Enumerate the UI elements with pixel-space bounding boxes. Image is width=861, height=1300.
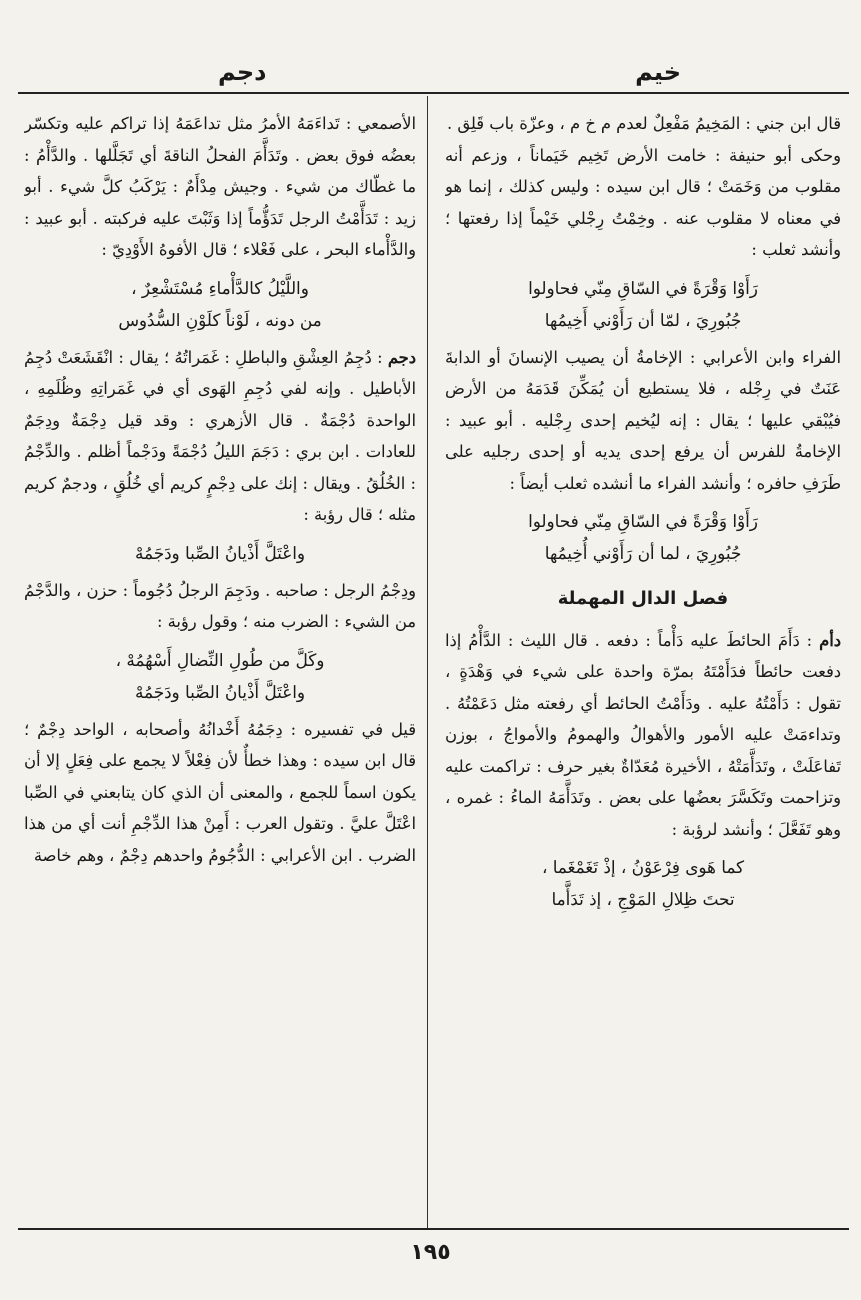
entry-headword: دأم bbox=[819, 630, 841, 650]
paragraph: ودِجْمُ الرجل : صاحبه . ودَجِمَ الرجلُ دُجُوماً : حزن ، والدَّجْمُ من الشيء : الضرب منه ؛ وقول رؤبة : bbox=[24, 580, 416, 631]
verse bbox=[24, 272, 416, 336]
entry-headword: دجم bbox=[387, 347, 416, 367]
right-column bbox=[445, 108, 841, 1223]
entry-text: : دُجِمُ العِشْقِ والباطلِ : غَمَراتُهُ ؛ يقال : انْقَشَعَتْ دُجِمُ الأباطيل . وإنه لفي دُجِمِ الهَوى أي في غَمَراتِهِ وظُلَمِهِ ، الواحدة دُجْمَةٌ . قال الأزهري : وقد قيل دِجْمَةٌ ودِجَمٌ للعادات . ابن بري : دَجَمَ الليلُ دُجْمَةً ودَجْماً أظلم . والدِّجْمُ : الخُلُقُ . ويقال : إنك على دِجْمٍ كريم أي خُلُقٍ ، ودجمٌ كريم مثله ؛ قال رؤبة : bbox=[24, 347, 416, 524]
verse-line: جُبُورِيَ ، لما أن رَأَوْني أُخِيمُها bbox=[544, 543, 742, 563]
verse-line: رَأَوْا وَقْرَةً في السّاقِ مِنّي فحاولوا bbox=[528, 511, 758, 531]
verse bbox=[24, 537, 416, 569]
verse bbox=[445, 505, 841, 569]
footer-rule bbox=[18, 1228, 849, 1230]
running-head-right: خيم bbox=[635, 58, 681, 86]
verse-line: كما هَوى فِرْعَوْنُ ، إذْ تَغَمْغَما ، bbox=[541, 857, 745, 877]
verse bbox=[24, 644, 416, 708]
left-column bbox=[24, 108, 416, 1223]
header-rule bbox=[18, 92, 849, 94]
verse-line: واعْتَلَّ أَذْيانُ الصِّبا ودَجَمُهْ bbox=[135, 681, 305, 702]
verse-line: رَأَوْا وَقْرَةً في السّاقِ مِنّي فحاولوا bbox=[528, 277, 758, 298]
entry-text: : دَأَمَ الحائطَ عليه دَأْماً : دفعه . قال الليث : الدَّأْمُ إذا دفعت حائطاً فدَأَمْتَهُ بمرّة واحدة على شيء في وَهْدَةٍ ، تقول : دَأَمْتُهُ عليه . ودَأَمْتُ الحائط أي رفعته مثل دَعَمْتُهُ . وتداءمَتْ عليه الأمور والأهوالُ والهمومُ والأمواجُ ، بوزن تَفاعَلَتْ ، وتَدَأَّمَتْهُ ، الأخيرة مُعَدّاةٌ بغير حرف : تراكمت عليه وتزاحمت وتَكَسَّرَ بعضُها على بعض . وتَدَأَّمَهُ الماءُ : غمره ، وهو تَفَعَّلَ ؛ وأنشد لرؤبة : bbox=[445, 630, 841, 839]
page-number: ١٩٥ bbox=[410, 1240, 451, 1265]
verse-line: واللَّيْلُ كالدَّأْماءِ مُسْتَشْعِرٌ ، bbox=[131, 277, 309, 298]
verse-line: تحتَ ظِلالِ المَوْجِ ، إذ تَدَأَّما bbox=[551, 889, 735, 909]
paragraph: قيل في تفسيره : دِجَمُهُ أَخْدانُهُ وأصحابه ، الواحد دِجْمٌ ؛ قال ابن سيده : وهذا خطأٌ لأن فِعْلاً لا يجمع على فِعَلٍ إلا أن يكون اسماً للجمع ، والمعنى أن الذي كان يتابعني في الصِّبا اعْتَلَّ عليَّ . وتقول العرب : أَمِنْ هذا الدِّجْمِ أنت أي من هذا الضرب . ابن الأعرابي : الدُّجُومُ واحدهم دِجْمٌ ، وهم خاصة bbox=[24, 719, 416, 865]
section-title: فصل الدال المهملة bbox=[557, 588, 729, 609]
verse-line: واعْتَلَّ أَذْيانُ الصِّبا ودَجَمُهْ bbox=[135, 542, 305, 563]
entry-paragraph bbox=[24, 342, 416, 531]
paragraph: الفراء وابن الأعرابي : الإخامةُ أن يصيب الإنسانَ أو الدابةَ عَنَتٌ في رِجْله ، فلا يستطيع أن يُمَكِّنَ قَدَمَهُ من الأرض فيُبْقي عليها ؛ يقال : إنه ليُخيم إحدى رِجْليه . أبو عبيد : الإخامةُ للفرس أن يرفع إحدى يديه أو إحدى رجليه على طَرَفِ حافره ؛ وأنشد الفراء ما أنشده ثعلب أيضاً : bbox=[445, 347, 841, 493]
paragraph: الأصمعي : تَداءَمَهُ الأمرُ مثل تداعَمَهُ إذا تراكم عليه وتكسّر بعضُه فوق بعض . وتَدَأَّمَ الفحلُ الناقةَ أي تَجَلَّلها . والدَّأْمُ : ما غطّاك من شيء . وجيش مِدْأَمٌ : يَرْكَبُ كلَّ شيء . أبو زيد : تَدَأَّمْتُ الرجل تَدَؤُّماً إذا وَثَبْتَ عليه فركبته . أبو عبيد : والدَّأْماء البحر ، على فَعْلاء ؛ قال الأفوهُ الأَوْدِيّ : bbox=[24, 114, 416, 259]
entry-paragraph bbox=[445, 625, 841, 846]
column-divider bbox=[427, 96, 428, 1228]
running-head-left: دجم bbox=[218, 58, 267, 86]
verse-line: جُبُورِيَ ، لمّا أن رَأَوْني أَخِيمُها bbox=[544, 309, 742, 330]
verse-line: وكَلَّ من طُولِ النِّضالِ أَسْهُمُهْ ، bbox=[115, 649, 325, 670]
paragraph: قال ابن جني : المَخِيمُ مَفْعِلٌ لعدم م خ م ، وعزّة باب قَلِق . bbox=[446, 114, 841, 133]
paragraph: وحكى أبو حنيفة : خامت الأرض تَخِيم خَيَماناً ، وزعم أنه مقلوب من وَخَمَتْ ؛ قال ابن سيده : وليس كذلك ، إنما هو في معناه لا مقلوب عنه . وخِمْتُ رِجْلي خَيْماً إذا رفعتها ؛ وأنشد ثعلب : bbox=[445, 145, 841, 259]
verse bbox=[445, 272, 841, 336]
verse bbox=[445, 851, 841, 915]
verse-line: من دونه ، لَوْناً كلَوْنِ السُّدُوس bbox=[118, 309, 322, 330]
